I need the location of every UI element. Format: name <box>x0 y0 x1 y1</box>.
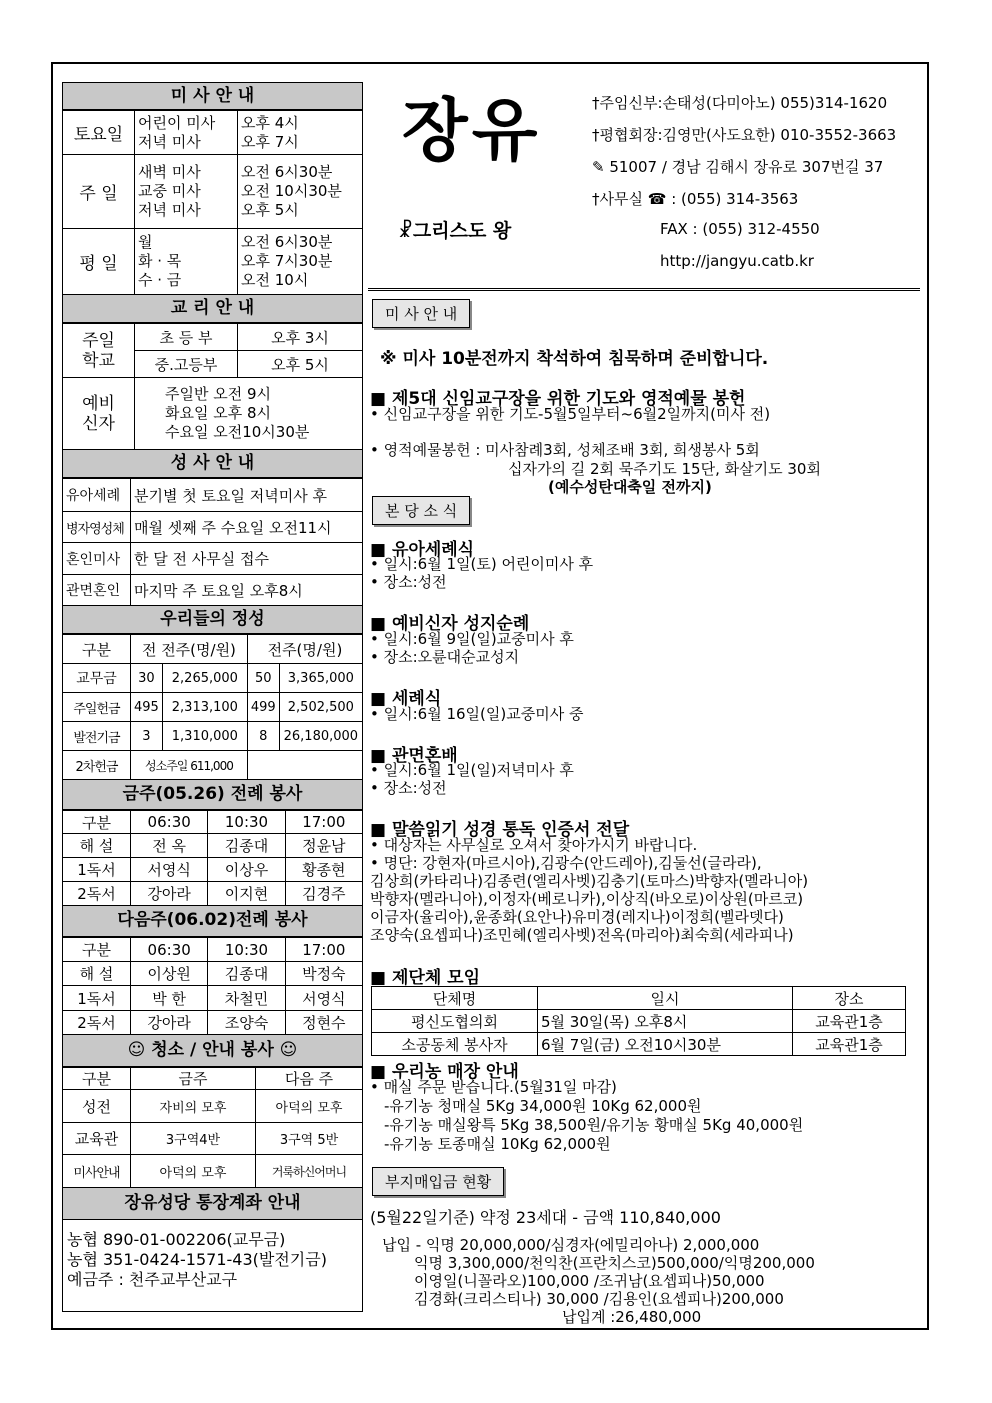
liturgy-person: 김종대 <box>208 962 285 986</box>
mass-time: 오후 7시30분 <box>241 252 333 270</box>
cleaning-group: 아덕의 모후 <box>256 1090 363 1123</box>
cleaning-service-header: ☺ 청소 / 안내 봉사 ☺ <box>62 1035 363 1067</box>
liturgy-role: 2독서 <box>63 882 131 906</box>
land-purchase-tab: 부지매입금 현황 <box>372 1167 504 1196</box>
section-line: • 일시:6월 9일(일)교중미사 후 <box>370 630 574 648</box>
liturgy-person: 박 한 <box>131 986 208 1011</box>
mass-time: 오후 5시 <box>241 201 299 219</box>
bank-account-line: 농협 351-0424-1571-43(발전기금) <box>67 1250 327 1269</box>
meeting-place: 교육관1층 <box>793 1033 906 1056</box>
catechumen-line: 화요일 오후 8시 <box>165 404 272 422</box>
mass-name: 수 · 금 <box>138 271 182 289</box>
cleaning-col-header: 금주 <box>131 1068 256 1090</box>
section-title: ■ 예비신자 성지순례 <box>370 614 530 634</box>
catechumen-label: 예비 <box>82 393 115 414</box>
address-info: ✎ 51007 / 경남 김해시 장유로 307번길 37 <box>592 158 884 176</box>
land-total: 납입계 :26,480,000 <box>562 1308 702 1326</box>
offering-count: 8 <box>247 722 279 751</box>
land-line: 납입 - 익명 20,000,000/심경자(에밀리아나) 2,000,000 <box>382 1236 760 1254</box>
liturgy-person: 서영식 <box>285 986 362 1011</box>
land-line: (5월22일기준) 약정 23세대 - 금액 110,840,000 <box>370 1208 721 1227</box>
liturgy-person: 차철민 <box>208 986 285 1011</box>
meeting-time: 5월 30일(목) 오후8시 <box>538 1010 793 1033</box>
mass-name: 월 <box>138 233 153 251</box>
offering-amount: 26,180,000 <box>279 722 362 751</box>
sacrament-desc: 한 달 전 사무실 접수 <box>131 543 363 575</box>
mass-time: 오전 6시30분 <box>241 163 333 181</box>
school-time: 오후 5시 <box>238 351 363 378</box>
sacrament-table <box>62 478 363 606</box>
section-line: 조양숙(요셉피나)조민혜(엘리사벳)전옥(마리아)최숙희(세라피나) <box>370 926 794 944</box>
offering-count: 495 <box>131 693 163 722</box>
bank-account-header: 장유성당 통장계좌 안내 <box>62 1188 363 1220</box>
section-line: • 장소:성전 <box>370 779 447 797</box>
section-line: 이금자(율리아),윤종화(요안나)유미경(레지나)이정희(벨라뎃다) <box>370 908 784 926</box>
meeting-place: 교육관1층 <box>793 1010 906 1033</box>
section-line: • 장소:오륜대순교성지 <box>370 648 520 666</box>
catechumen-line: 수요일 오전10시30분 <box>165 423 310 441</box>
offering-count: 499 <box>247 693 279 722</box>
section-title: ■ 유아세례식 <box>370 540 475 560</box>
mass-info-header: 미 사 안 내 <box>62 82 363 110</box>
cleaning-group: 3구역4반 <box>131 1123 256 1155</box>
liturgy-person: 강아라 <box>131 1011 208 1035</box>
bulletin-subtitle: ☧그리스도 왕 <box>398 220 512 242</box>
mass-time: 오후 4시 <box>241 113 299 132</box>
mass-name: 화 · 목 <box>138 252 182 270</box>
meeting-time: 6월 7일(금) 오전10시30분 <box>538 1033 793 1056</box>
school-label: 주일 <box>82 330 115 351</box>
section-title: ■ 관면혼배 <box>370 746 458 766</box>
sacrament-desc: 매월 셋째 주 수요일 오전11시 <box>131 512 363 543</box>
sacrament-name: 유아세례 <box>63 479 131 512</box>
mass-name: 저녁 미사 <box>138 132 201 151</box>
school-label: 학교 <box>82 350 115 371</box>
liturgy-person: 황종현 <box>285 858 362 882</box>
cleaning-place: 미사안내 <box>63 1155 131 1188</box>
liturgy-col-header: 10:30 <box>208 938 285 962</box>
land-line: 김경화(크리스티나) 30,000 /김용인(요셉피나)200,000 <box>414 1290 784 1308</box>
section-line: 박향자(멜라니아),이정자(베로니카),이상직(바오로)이상원(마르코) <box>370 890 804 908</box>
mass-name: 교중 미사 <box>138 182 201 200</box>
section-line: (예수성탄대축일 전까지) <box>548 478 712 496</box>
section-line: -유기농 토종매실 10Kg 62,000원 <box>384 1135 611 1153</box>
section-line: -유기농 매실왕특 5Kg 38,500원/유기농 황매실 5Kg 40,000원 <box>384 1116 804 1134</box>
offering-col-header: 전 전주(명/원) <box>131 635 248 664</box>
cleaning-col-header: 구분 <box>63 1068 131 1090</box>
liturgy-person: 전 옥 <box>131 834 208 858</box>
offering-col-header: 구분 <box>63 635 131 664</box>
mass-time: 오전 6시30분 <box>241 233 333 251</box>
liturgy-person: 이지현 <box>208 882 285 906</box>
sacrament-desc: 마지막 주 토요일 오후8시 <box>131 575 363 606</box>
land-line: 익명 3,300,000/천익찬(프란치스코)500,000/익명200,000 <box>414 1254 815 1272</box>
offering-col-header: 전주(명/원) <box>247 635 362 664</box>
liturgy-col-header: 06:30 <box>131 811 208 834</box>
school-time: 오후 3시 <box>238 324 363 351</box>
bank-account-box <box>62 1220 363 1312</box>
meeting-col-header: 단체명 <box>372 987 538 1010</box>
meeting-group: 소공동체 봉사자 <box>372 1033 538 1056</box>
pastor-info: †주임신부:손태성(다미아노) 055)314-1620 <box>592 94 888 112</box>
liturgy-col-header: 구분 <box>63 938 131 962</box>
liturgy-person: 이상우 <box>208 858 285 882</box>
mass-notice: ※ 미사 10분전까지 착석하여 침묵하며 준비합니다. <box>380 349 769 369</box>
liturgy-role: 해 설 <box>63 834 131 858</box>
liturgy-role: 2독서 <box>63 1011 131 1035</box>
sacrament-header: 성 사 안 내 <box>62 450 363 478</box>
offering-amount: 2,502,500 <box>279 693 362 722</box>
liturgy-col-header: 17:00 <box>285 811 362 834</box>
mass-time: 오전 10시 <box>241 271 309 289</box>
liturgy-person: 서영식 <box>131 858 208 882</box>
offering-amount: 2,313,100 <box>162 693 247 722</box>
liturgy-person: 김경주 <box>285 882 362 906</box>
cleaning-col-header: 다음 주 <box>256 1068 363 1090</box>
offering-amount: 2,265,000 <box>162 664 247 693</box>
offering-count: 30 <box>131 664 163 693</box>
section-title: ■ 세례식 <box>370 689 442 709</box>
offering-amount: 1,310,000 <box>162 722 247 751</box>
liturgy-col-header: 17:00 <box>285 938 362 962</box>
header-divider <box>368 288 920 291</box>
section-line: • 대상자는 사무실로 오셔서 찾아가시기 바랍니다. <box>370 836 698 854</box>
bulletin-title: 장유 <box>402 92 542 171</box>
liturgy-person: 이상원 <box>131 962 208 986</box>
section-line: • 명단: 강현자(마르시아),김광수(안드레아),김둘선(글라라), <box>370 854 762 872</box>
section-line: 십자가의 길 2회 묵주기도 15단, 화살기도 30회 <box>508 460 821 478</box>
section-line: • 매실 주문 받습니다.(5월31일 마감) <box>370 1078 617 1096</box>
section-line: • 영적예물봉헌 : 미사참례3회, 성체조배 3회, 희생봉사 5회 <box>370 441 760 459</box>
left-column <box>62 82 363 1312</box>
mass-time: 오후 7시 <box>241 132 299 151</box>
liturgy-person: 조양숙 <box>208 1011 285 1035</box>
liturgy-person: 박정숙 <box>285 962 362 986</box>
bank-account-line: 농협 890-01-002206(교무금) <box>67 1230 286 1249</box>
meeting-col-header: 일시 <box>538 987 793 1010</box>
meeting-group: 평신도협의회 <box>372 1010 538 1033</box>
section-title: ■ 제단체 모임 <box>370 968 481 988</box>
section-title: ■ 우리농 매장 안내 <box>370 1062 519 1082</box>
school-group: 중.고등부 <box>135 351 238 378</box>
cleaning-place: 성전 <box>63 1090 131 1123</box>
second-collection-value: 성소주일 611,000 <box>131 751 248 780</box>
land-line: 이영일(니꼴라오)100,000 /조귀남(요셉피나)50,000 <box>414 1272 765 1290</box>
liturgy-col-header: 구분 <box>63 811 131 834</box>
section-line: 김상희(카타리나)김종련(엘리사벳)김충기(토마스)박향자(멜라니아) <box>370 872 809 890</box>
this-week-liturgy-header: 금주(05.26) 전례 봉사 <box>62 780 363 810</box>
next-week-liturgy-header: 다음주(06.02)전례 봉사 <box>62 906 363 937</box>
liturgy-person: 정윤남 <box>285 834 362 858</box>
parish-news-tab: 본 당 소 식 <box>372 496 470 525</box>
catechumen-line: 주일반 오전 9시 <box>165 385 272 403</box>
liturgy-col-header: 06:30 <box>131 938 208 962</box>
fax-info: FAX : (055) 312-4550 <box>660 220 820 238</box>
website-link[interactable]: http://jangyu.catb.kr <box>660 252 814 270</box>
offering-count: 3 <box>131 722 163 751</box>
offering-type: 발전기금 <box>63 722 131 751</box>
section-line: • 일시:6월 1일(토) 어린이미사 후 <box>370 555 594 573</box>
cleaning-group: 거룩하신어머니 <box>256 1155 363 1188</box>
sacrament-name: 병자영성체 <box>63 512 131 543</box>
mass-table <box>62 110 363 295</box>
catechumen-label: 신자 <box>82 413 115 434</box>
section-title: ■ 말씀읽기 성경 통독 인증서 전달 <box>370 820 630 840</box>
liturgy-role: 해 설 <box>63 962 131 986</box>
sacrament-name: 관면혼인 <box>63 575 131 606</box>
council-president-info: †평협회장:김영만(사도요한) 010-3552-3663 <box>592 126 897 144</box>
cleaning-group: 3구역 5반 <box>256 1123 363 1155</box>
section-line: -유기농 청매실 5Kg 34,000원 10Kg 62,000원 <box>384 1097 702 1115</box>
mass-name: 새벽 미사 <box>138 163 201 181</box>
bank-account-line: 예금주 : 천주교부산교구 <box>67 1270 238 1289</box>
sacrament-name: 혼인미사 <box>63 543 131 575</box>
liturgy-col-header: 10:30 <box>208 811 285 834</box>
section-line: • 일시:6월 1일(일)저녁미사 후 <box>370 761 574 779</box>
mass-name: 어린이 미사 <box>138 113 216 132</box>
doctrine-header: 교 리 안 내 <box>62 295 363 323</box>
section-title: ■ 제5대 신임교구장을 위한 기도와 영적예물 봉헌 <box>370 389 746 409</box>
offering-count: 50 <box>247 664 279 693</box>
offering-table <box>62 634 363 780</box>
this-week-liturgy-table <box>62 810 363 906</box>
section-line: • 장소:성전 <box>370 573 447 591</box>
liturgy-person: 정현수 <box>285 1011 362 1035</box>
liturgy-role: 1독서 <box>63 986 131 1011</box>
next-week-liturgy-table <box>62 937 363 1035</box>
mass-info-tab: 미 사 안 내 <box>372 299 470 328</box>
meeting-col-header: 장소 <box>793 987 906 1010</box>
cleaning-service-table <box>62 1067 363 1188</box>
cleaning-group: 아덕의 모후 <box>131 1155 256 1188</box>
meeting-table <box>371 986 906 1056</box>
offering-header: 우리들의 정성 <box>62 606 363 634</box>
cleaning-group: 자비의 모후 <box>131 1090 256 1123</box>
liturgy-person: 김종대 <box>208 834 285 858</box>
offering-type: 교무금 <box>63 664 131 693</box>
liturgy-person: 강아라 <box>131 882 208 906</box>
offering-amount: 3,365,000 <box>279 664 362 693</box>
mass-day: 토요일 <box>63 111 135 155</box>
sacrament-desc: 분기별 첫 토요일 저녁미사 후 <box>131 479 363 512</box>
office-phone-info: †사무실 ☎ : (055) 314-3563 <box>592 190 799 208</box>
second-collection-label: 2차헌금 <box>63 751 131 780</box>
section-line: • 일시:6월 16일(일)교중미사 중 <box>370 705 584 723</box>
mass-time: 오전 10시30분 <box>241 182 342 200</box>
offering-type: 주일헌금 <box>63 693 131 722</box>
liturgy-role: 1독서 <box>63 858 131 882</box>
doctrine-table <box>62 323 363 450</box>
school-group: 초 등 부 <box>135 324 238 351</box>
section-line: • 신임교구장을 위한 기도-5월5일부터~6월2일까지(미사 전) <box>370 405 771 423</box>
mass-day: 평 일 <box>63 229 135 295</box>
cleaning-place: 교육관 <box>63 1123 131 1155</box>
mass-name: 저녁 미사 <box>138 201 201 219</box>
mass-day: 주 일 <box>63 155 135 229</box>
